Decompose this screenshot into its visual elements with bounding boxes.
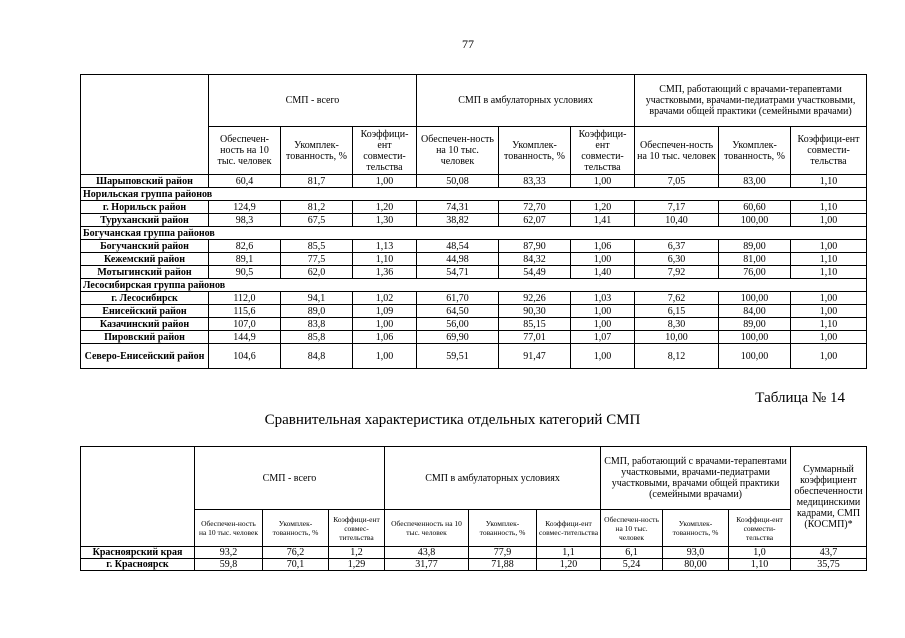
subheader: Коэффици-ент совмес-тительства [537,510,601,547]
value-cell: 7,17 [635,201,719,214]
table-row [81,547,867,559]
value-cell: 89,1 [209,253,281,266]
district-name-cell: г. Лесосибирск [81,292,209,305]
subheader: Обеспечен-ность на 10 тыс. человек [635,127,719,175]
value-cell: 124,9 [209,201,281,214]
district-name-cell: Северо-Енисейский район [81,344,209,369]
value-cell: 7,62 [635,292,719,305]
value-cell: 93,2 [195,547,263,559]
value-cell: 1,00 [791,240,867,253]
subheader: Коэффици-ент совмести-тельства [353,127,417,175]
subheader: Коэффици-ент совмести-тельства [571,127,635,175]
value-cell: 1,00 [571,305,635,318]
value-cell: 6,37 [635,240,719,253]
value-cell: 1,10 [791,253,867,266]
value-cell: 59,8 [195,559,263,571]
value-cell: 84,8 [281,344,353,369]
value-cell: 1,20 [353,201,417,214]
value-cell: 1,00 [353,318,417,331]
subheader: Обеспечен-ность на 10 тыс. человек [209,127,281,175]
value-cell: 1,02 [353,292,417,305]
corner-cell [81,75,209,175]
value-cell: 31,77 [385,559,469,571]
value-cell: 100,00 [719,214,791,227]
page-number: 77 [462,37,474,51]
value-cell: 1,1 [537,547,601,559]
value-cell: 77,9 [469,547,537,559]
value-cell: 70,1 [263,559,329,571]
territory-name-cell: Красноярский края [81,547,195,559]
value-cell: 93,0 [663,547,729,559]
value-cell: 62,0 [281,266,353,279]
value-cell: 1,09 [353,305,417,318]
district-indicators-table [80,74,867,369]
value-cell: 1,41 [571,214,635,227]
value-cell: 81,2 [281,201,353,214]
value-cell: 144,9 [209,331,281,344]
value-cell: 54,71 [417,266,499,279]
value-cell: 56,00 [417,318,499,331]
value-cell: 1,0 [729,547,791,559]
value-cell: 85,8 [281,331,353,344]
value-cell: 72,70 [499,201,571,214]
value-cell: 1,36 [353,266,417,279]
value-cell: 1,00 [353,344,417,369]
value-cell: 62,07 [499,214,571,227]
subheader: Обеспечен-ность на 10 тыс. человек [417,127,499,175]
table-row [81,559,867,571]
value-cell: 35,75 [791,559,867,571]
value-cell: 50,08 [417,175,499,188]
value-cell: 64,50 [417,305,499,318]
subheader: Обеспечен-ность на 10 тыс. человек [195,510,263,547]
value-cell: 1,13 [353,240,417,253]
value-cell: 7,92 [635,266,719,279]
district-name-cell: Туруханский район [81,214,209,227]
value-cell: 1,00 [791,292,867,305]
value-cell: 59,51 [417,344,499,369]
group-row [81,227,867,240]
subheader: Укомплек-тованность, % [663,510,729,547]
value-cell: 10,00 [635,331,719,344]
value-cell: 1,40 [571,266,635,279]
value-cell: 8,30 [635,318,719,331]
district-name-cell: Богучанский район [81,240,209,253]
value-cell: 1,00 [791,305,867,318]
table-row [81,201,867,214]
header-group-total: СМП - всего [209,75,417,127]
table-number-label: Таблица № 14 [755,390,845,406]
value-cell: 89,00 [719,318,791,331]
table-title: Сравнительная характеристика отдельных категорий СМП [264,412,641,428]
value-cell: 100,00 [719,331,791,344]
value-cell: 81,00 [719,253,791,266]
value-cell: 1,06 [571,240,635,253]
header-group-outpatient: СМП в амбулаторных условиях [385,447,601,510]
value-cell: 1,06 [353,331,417,344]
district-name-cell: Казачинский район [81,318,209,331]
value-cell: 69,90 [417,331,499,344]
value-cell: 1,00 [353,175,417,188]
subheader: Коэффици-ент совмести-тельства [729,510,791,547]
value-cell: 6,1 [601,547,663,559]
value-cell: 67,5 [281,214,353,227]
district-name-cell: г. Норильск район [81,201,209,214]
corner-cell [81,447,195,547]
value-cell: 100,00 [719,292,791,305]
value-cell: 98,3 [209,214,281,227]
value-cell: 38,82 [417,214,499,227]
value-cell: 1,2 [329,547,385,559]
value-cell: 107,0 [209,318,281,331]
value-cell: 1,00 [571,318,635,331]
value-cell: 1,03 [571,292,635,305]
group-row [81,188,867,201]
value-cell: 74,31 [417,201,499,214]
group-name-cell: Лесосибирская группа районов [81,279,867,292]
group-name-cell: Норильская группа районов [81,188,867,201]
value-cell: 100,00 [719,344,791,369]
header-group-outpatient: СМП в амбулаторных условиях [417,75,635,127]
value-cell: 1,00 [571,253,635,266]
value-cell: 1,10 [353,253,417,266]
table-row [81,292,867,305]
subheader: Укомплек-тованность, % [281,127,353,175]
district-name-cell: Мотыгинский район [81,266,209,279]
value-cell: 1,00 [571,344,635,369]
value-cell: 1,00 [571,175,635,188]
value-cell: 1,29 [329,559,385,571]
value-cell: 48,54 [417,240,499,253]
table-row [81,214,867,227]
header-group-with-physicians: СМП, работающий с врачами-терапевтами участковыми, врачами-педиатрами участковыми, врачами общей практики (семейными врачами) [601,447,791,510]
subheader: Обеспеченность на 10 тыс. человек [385,510,469,547]
value-cell: 81,7 [281,175,353,188]
subheader: Укомплек-тованность, % [263,510,329,547]
value-cell: 1,10 [791,201,867,214]
district-name-cell: Пировский район [81,331,209,344]
value-cell: 1,07 [571,331,635,344]
value-cell: 54,49 [499,266,571,279]
value-cell: 10,40 [635,214,719,227]
value-cell: 89,0 [281,305,353,318]
value-cell: 44,98 [417,253,499,266]
value-cell: 1,00 [791,214,867,227]
value-cell: 83,33 [499,175,571,188]
value-cell: 89,00 [719,240,791,253]
value-cell: 90,5 [209,266,281,279]
value-cell: 84,00 [719,305,791,318]
value-cell: 115,6 [209,305,281,318]
value-cell: 85,15 [499,318,571,331]
value-cell: 92,26 [499,292,571,305]
value-cell: 6,30 [635,253,719,266]
subheader: Обеспечен-ность на 10 тыс. человек [601,510,663,547]
value-cell: 85,5 [281,240,353,253]
value-cell: 1,20 [571,201,635,214]
value-cell: 80,00 [663,559,729,571]
value-cell: 1,30 [353,214,417,227]
subheader: Укомплек-тованность, % [719,127,791,175]
value-cell: 87,90 [499,240,571,253]
table-row [81,175,867,188]
value-cell: 60,4 [209,175,281,188]
group-row [81,279,867,292]
table-row [81,305,867,318]
value-cell: 1,10 [729,559,791,571]
value-cell: 83,00 [719,175,791,188]
table-row [81,266,867,279]
header-group-total: СМП - всего [195,447,385,510]
value-cell: 60,60 [719,201,791,214]
value-cell: 1,20 [537,559,601,571]
value-cell: 82,6 [209,240,281,253]
value-cell: 104,6 [209,344,281,369]
value-cell: 1,00 [791,344,867,369]
value-cell: 7,05 [635,175,719,188]
value-cell: 76,00 [719,266,791,279]
value-cell: 84,32 [499,253,571,266]
header-kosmp: Суммарный коэффициент обеспеченности медицинскими кадрами, СМП (КОСМП)* [791,447,867,547]
value-cell: 6,15 [635,305,719,318]
table-row [81,253,867,266]
value-cell: 1,10 [791,318,867,331]
table-row [81,331,867,344]
territory-name-cell: г. Красноярск [81,559,195,571]
table-row [81,344,867,369]
value-cell: 1,00 [791,331,867,344]
table-row [81,318,867,331]
value-cell: 77,5 [281,253,353,266]
value-cell: 83,8 [281,318,353,331]
district-name-cell: Кежемский район [81,253,209,266]
value-cell: 1,10 [791,175,867,188]
value-cell: 8,12 [635,344,719,369]
subheader: Укомплек-тованность, % [499,127,571,175]
value-cell: 43,8 [385,547,469,559]
value-cell: 43,7 [791,547,867,559]
value-cell: 61,70 [417,292,499,305]
table-row [81,240,867,253]
subheader: Коэффици-ент совмес-тительства [329,510,385,547]
subheader: Коэффици-ент совмести-тельства [791,127,867,175]
subheader: Укомплек-тованность, % [469,510,537,547]
value-cell: 76,2 [263,547,329,559]
district-name-cell: Енисейский район [81,305,209,318]
district-name-cell: Шарыповский район [81,175,209,188]
group-name-cell: Богучанская группа районов [81,227,867,240]
value-cell: 91,47 [499,344,571,369]
value-cell: 94,1 [281,292,353,305]
value-cell: 5,24 [601,559,663,571]
value-cell: 90,30 [499,305,571,318]
value-cell: 1,10 [791,266,867,279]
value-cell: 112,0 [209,292,281,305]
category-comparison-table [80,446,867,571]
value-cell: 77,01 [499,331,571,344]
header-group-with-physicians: СМП, работающий с врачами-терапевтами участковыми, врачами-педиатрами участковыми, врачами общей практики (семейными врачами) [635,75,867,127]
value-cell: 71,88 [469,559,537,571]
